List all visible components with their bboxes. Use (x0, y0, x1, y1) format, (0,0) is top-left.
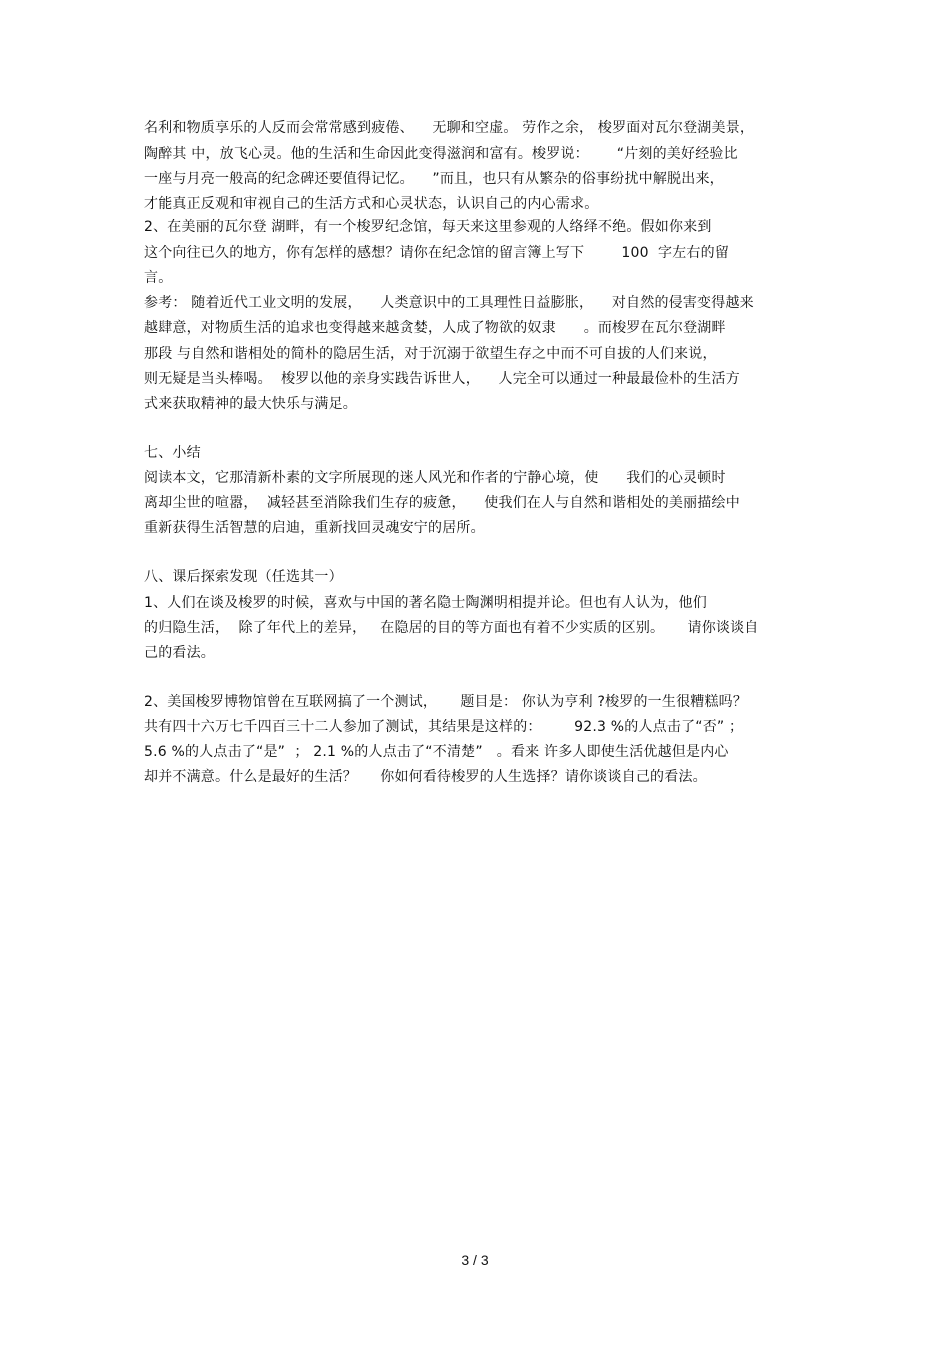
reference-answer-line: 那段 与自然和谐相处的简朴的隐居生活，对于沉溺于欲望生存之中而不可自拔的人们来说， (144, 346, 717, 362)
reference-answer-line: 参考： 随着近代工业文明的发展， 人类意识中的工具理性日益膨胀， 对自然的侵害变得越来 (144, 295, 754, 311)
exploration-line: 5.6 %的人点击了“是” ； 2.1 %的人点击了“不清楚” 。看来 许多人即使生活优越但是内心 (144, 744, 729, 760)
paragraph-line: 一座与月亮一般高的纪念碑还要值得记忆。 ”而且，也只有从繁杂的俗事纷扰中解脱出来， (144, 171, 724, 187)
exploration-line: 却并不满意。什么是最好的生活？ 你如何看待梭罗的人生选择？请你谈谈自己的看法。 (144, 769, 707, 785)
page-number: 3 / 3 (461, 1252, 489, 1268)
reference-answer-line: 越肆意，对物质生活的追求也变得越来越贪婪，人成了物欲的奴隶 。而梭罗在瓦尔登湖畔 (144, 320, 726, 336)
summary-line: 离却尘世的喧嚣， 减轻甚至消除我们生存的疲惫， 使我们在人与自然和谐相处的美丽描绘中 (144, 495, 740, 511)
reference-answer-line: 则无疑是当头棒喝。 梭罗以他的亲身实践告诉世人， 人完全可以通过一种最最俭朴的生活方 (144, 371, 740, 387)
section-heading-exploration: 八、课后探索发现（任选其一） (144, 569, 343, 585)
section-heading-summary: 七、小结 (144, 445, 201, 461)
paragraph-line: 才能真正反观和审视自己的生活方式和心灵状态，认识自己的内心需求。 (144, 196, 599, 212)
paragraph-line: 陶醉其 中，放飞心灵。他的生活和生命因此变得滋润和富有。梭罗说： “片刻的美好经验比 (144, 146, 738, 162)
question-2-line: 言。 (144, 270, 173, 286)
paragraph-line: 名利和物质享乐的人反而会常常感到疲倦、 无聊和空虚。 劳作之余， 梭罗面对瓦尔登湖美景， (144, 120, 755, 136)
exploration-line: 2、美国梭罗博物馆曾在互联网搞了一个测试， 题目是： 你认为亨利 ?梭罗的一生很糟糕吗？ (144, 694, 748, 710)
exploration-line: 的归隐生活， 除了年代上的差异， 在隐居的目的等方面也有着不少实质的区别。 请你谈谈自 (144, 620, 759, 636)
reference-answer-line: 式来获取精神的最大快乐与满足。 (144, 396, 357, 412)
summary-line: 阅读本文，它那清新朴素的文字所展现的迷人风光和作者的宁静心境，使 我们的心灵顿时 (144, 470, 726, 486)
exploration-line: 己的看法。 (144, 645, 215, 661)
exploration-line: 1、人们在谈及梭罗的时候，喜欢与中国的著名隐士陶渊明相提并论。但也有人认为，他们 (144, 595, 707, 611)
summary-line: 重新获得生活智慧的启迪，重新找回灵魂安宁的居所。 (144, 520, 485, 536)
exploration-line: 共有四十六万七千四百三十二人参加了测试，其结果是这样的： 92.3 %的人点击了“否” ； (144, 719, 744, 735)
question-2-line: 这个向往已久的地方，你有怎样的感想？请你在纪念馆的留言簿上写下 100 字左右的留 (144, 245, 730, 261)
question-2-line: 2、在美丽的瓦尔登 湖畔，有一个梭罗纪念馆，每天来这里参观的人络绎不绝。假如你来到 (144, 219, 712, 235)
